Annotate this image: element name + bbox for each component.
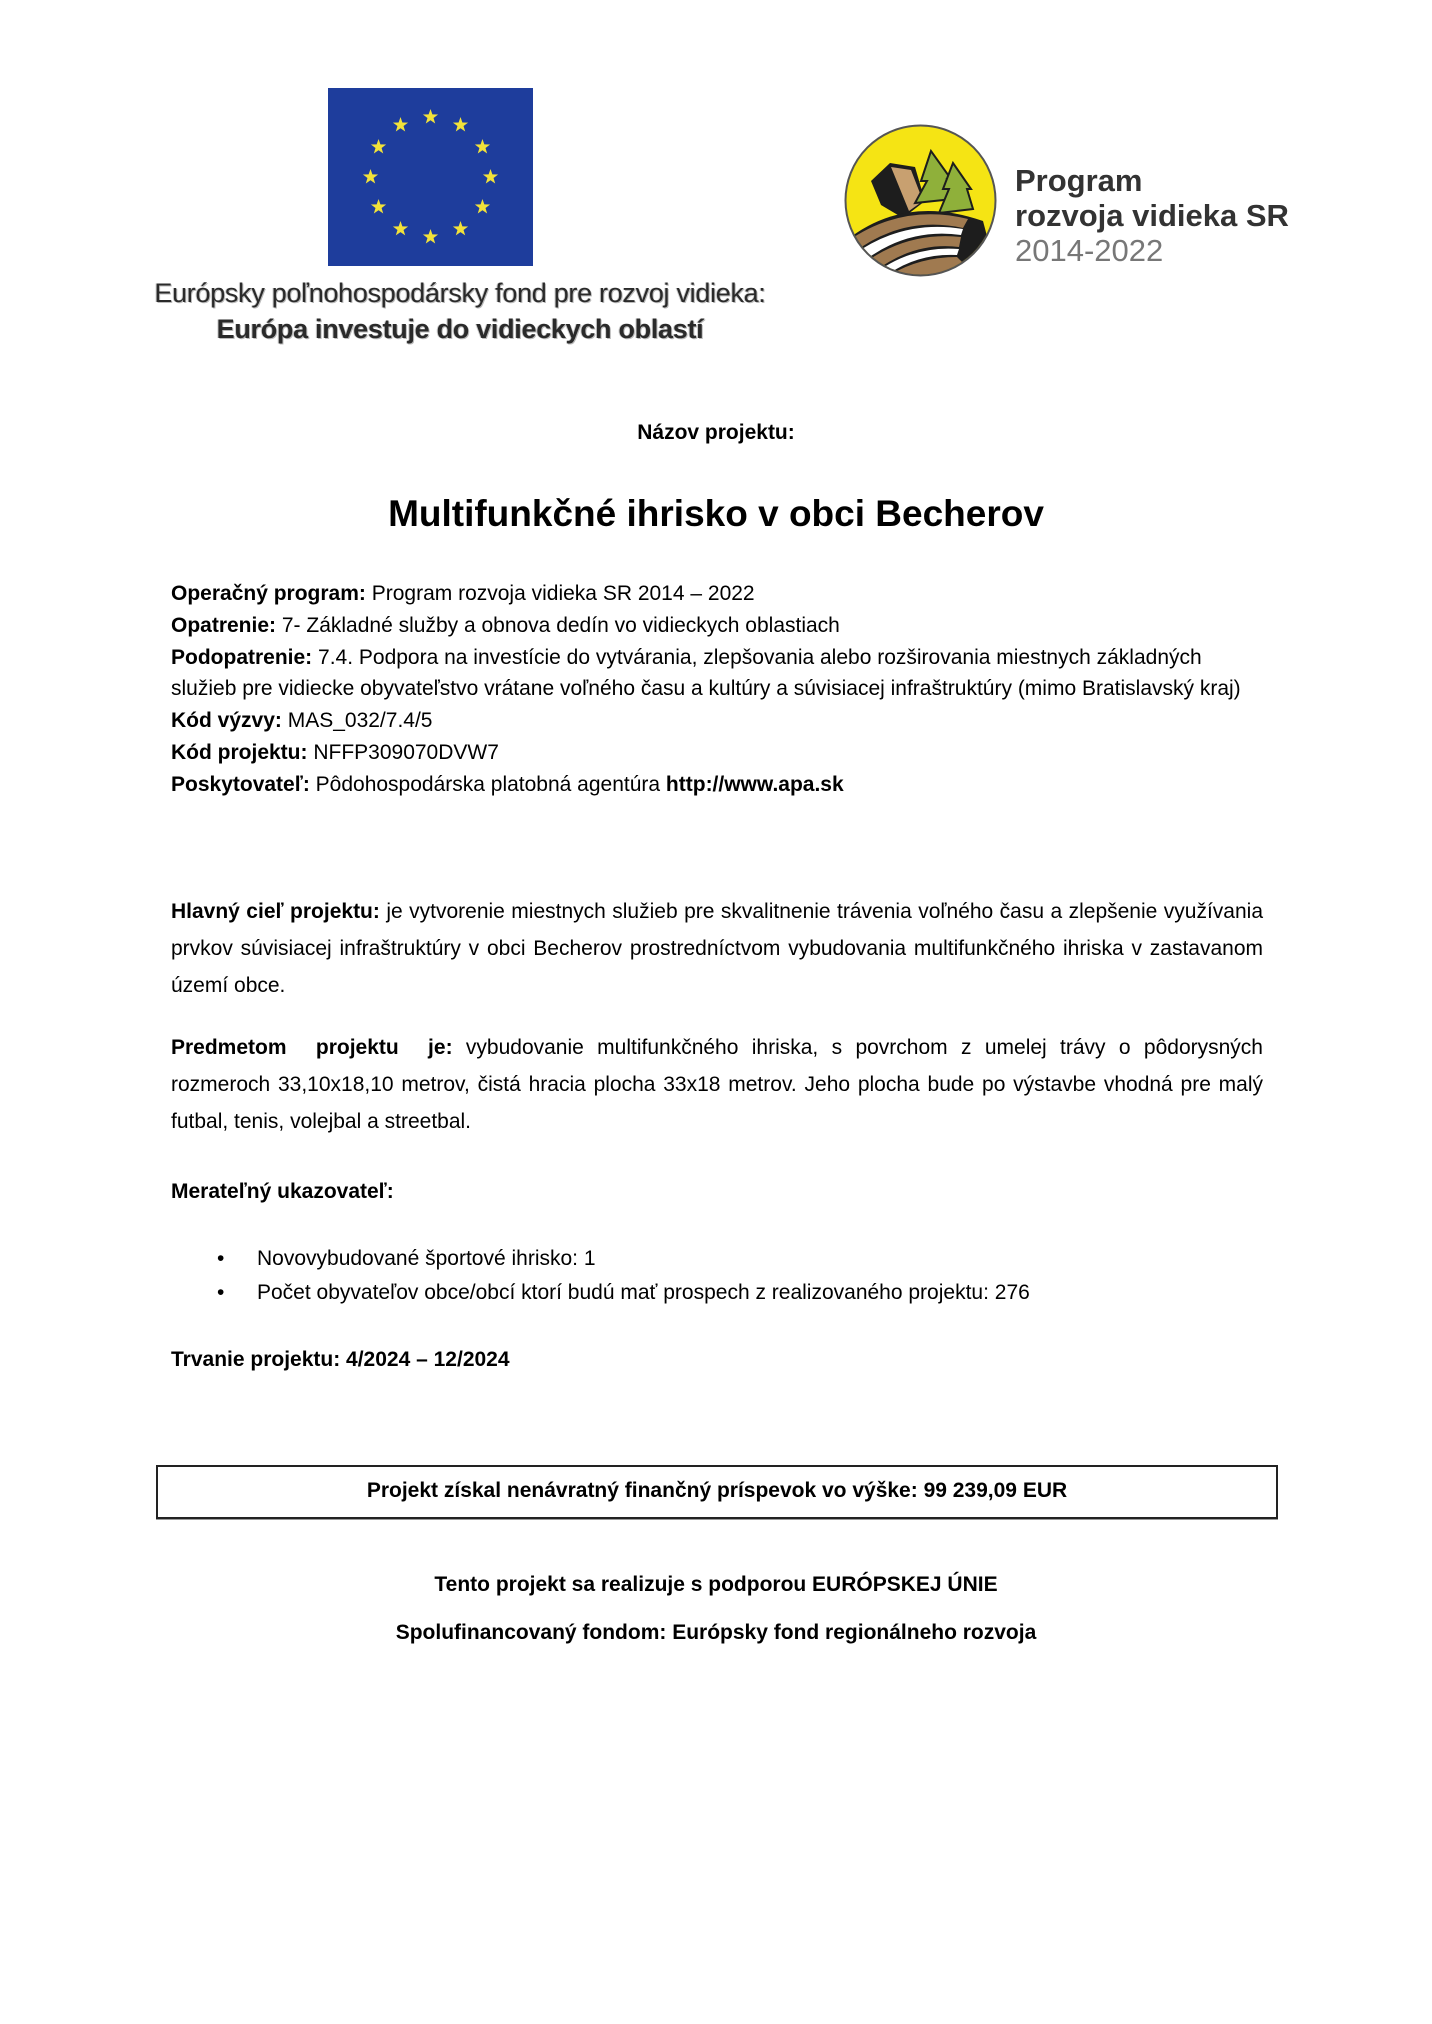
meta-row-submeasure [171, 642, 1263, 706]
bullet-icon: • [217, 1247, 225, 1270]
prv-wordmark [1015, 163, 1289, 268]
meta-label: Opatrenie: [171, 613, 277, 637]
project-goal [171, 893, 1263, 1004]
meta-row-project-code [171, 737, 1263, 769]
goal-text: je vytvorenie miestnych služieb pre skvalitnenie trávenia voľného času a zlepšenie využívania prvkov súvisiacej infraštruktúry v obci Becherov prostredníctvom vybudovania multifunkčného ihriska v zastavanom území obce. [171, 900, 1263, 997]
meta-row-measure [171, 610, 1263, 642]
project-subject [171, 1029, 1263, 1140]
meta-row-operational-program [171, 578, 1263, 610]
page-title: Multifunkčné ihrisko v obci Becherov [388, 493, 1044, 534]
indicator-text: Počet obyvateľov obce/obcí ktorí budú mať prospech z realizovaného projektu: 276 [257, 1281, 1030, 1304]
meta-value: Program rozvoja vidieka SR 2014 – 2022 [365, 582, 755, 605]
eu-flag-graphic [328, 88, 533, 266]
eu-flag-icon [328, 88, 533, 266]
indicators-heading: Merateľný ukazovateľ: [171, 1180, 394, 1203]
meta-value: Pôdohospodárska platobná agentúra [309, 772, 666, 796]
prv-landscape-icon [843, 123, 998, 278]
meta-value: MAS_032/7.4/5 [281, 709, 433, 733]
grant-text: Projekt získal nenávratný finančný príspevok vo výške: 99 239,09 EUR [366, 1479, 1068, 1502]
eu-caption-line2: Európa investuje do vidieckych oblastí [216, 314, 704, 344]
meta-label: Podopatrenie: [171, 645, 313, 669]
grant-box [156, 1465, 1278, 1519]
indicators-list [171, 1242, 1030, 1310]
cofunding-statement: Spolufinancovaný fondom: Európsky fond regionálneho rozvoja [395, 1621, 1037, 1644]
meta-row-provider [171, 769, 1263, 801]
meta-value: NFFP309070DVW7 [307, 740, 499, 764]
eu-support-statement: Tento projekt sa realizuje s podporou EURÓPSKEJ ÚNIE [434, 1573, 998, 1596]
eu-caption [120, 275, 800, 347]
provider-link[interactable]: http://www.apa.sk [665, 772, 844, 796]
meta-value: 7- Základné služby a obnova dedín vo vidieckych oblastiach [276, 613, 840, 637]
prv-line2: rozvoja vidieka SR [1015, 198, 1289, 233]
prv-logo [843, 123, 1323, 283]
bullet-icon: • [217, 1281, 225, 1304]
project-duration: Trvanie projektu: 4/2024 – 12/2024 [171, 1348, 510, 1371]
goal-label: Hlavný cieľ projektu: [171, 900, 380, 923]
eu-caption-line1: Európsky poľnohospodársky fond pre rozvoj vidieka: [154, 278, 766, 308]
meta-label: Kód projektu: [171, 740, 308, 764]
prv-landscape-graphic [843, 123, 998, 278]
subject-label: Predmetom projektu je: [171, 1036, 453, 1059]
meta-value: 7.4. Podpora na investície do vytvárania, zlepšovania alebo rozširovania miestnych základných služieb pre vidiecke obyvateľstvo vrátane voľného času a kultúry a súvisiacej infraštruktúry (mimo Bratislavský kraj) [171, 645, 1241, 701]
subject-text: vybudovanie multifunkčného ihriska, s povrchom z umelej trávy o pôdorysných rozmeroch 33,10x18,10 metrov, čistá hracia plocha 33x18 metrov. Jeho plocha bude po výstavbe vhodná pre malý futbal, tenis, volejbal a streetbal. [171, 1036, 1263, 1133]
list-item [171, 1242, 1030, 1276]
list-item [171, 1276, 1030, 1310]
prv-line3: 2014-2022 [1015, 233, 1164, 268]
indicator-text: Novovybudované športové ihrisko: 1 [257, 1247, 596, 1270]
meta-label: Poskytovateľ: [171, 772, 310, 796]
project-name-label: Názov projektu: [637, 421, 795, 444]
meta-label: Kód výzvy: [171, 709, 282, 733]
eu-logo [120, 80, 800, 355]
project-meta [171, 578, 1263, 801]
meta-label: Operačný program: [171, 582, 366, 605]
prv-line1: Program [1015, 163, 1143, 198]
meta-row-call-code [171, 705, 1263, 737]
